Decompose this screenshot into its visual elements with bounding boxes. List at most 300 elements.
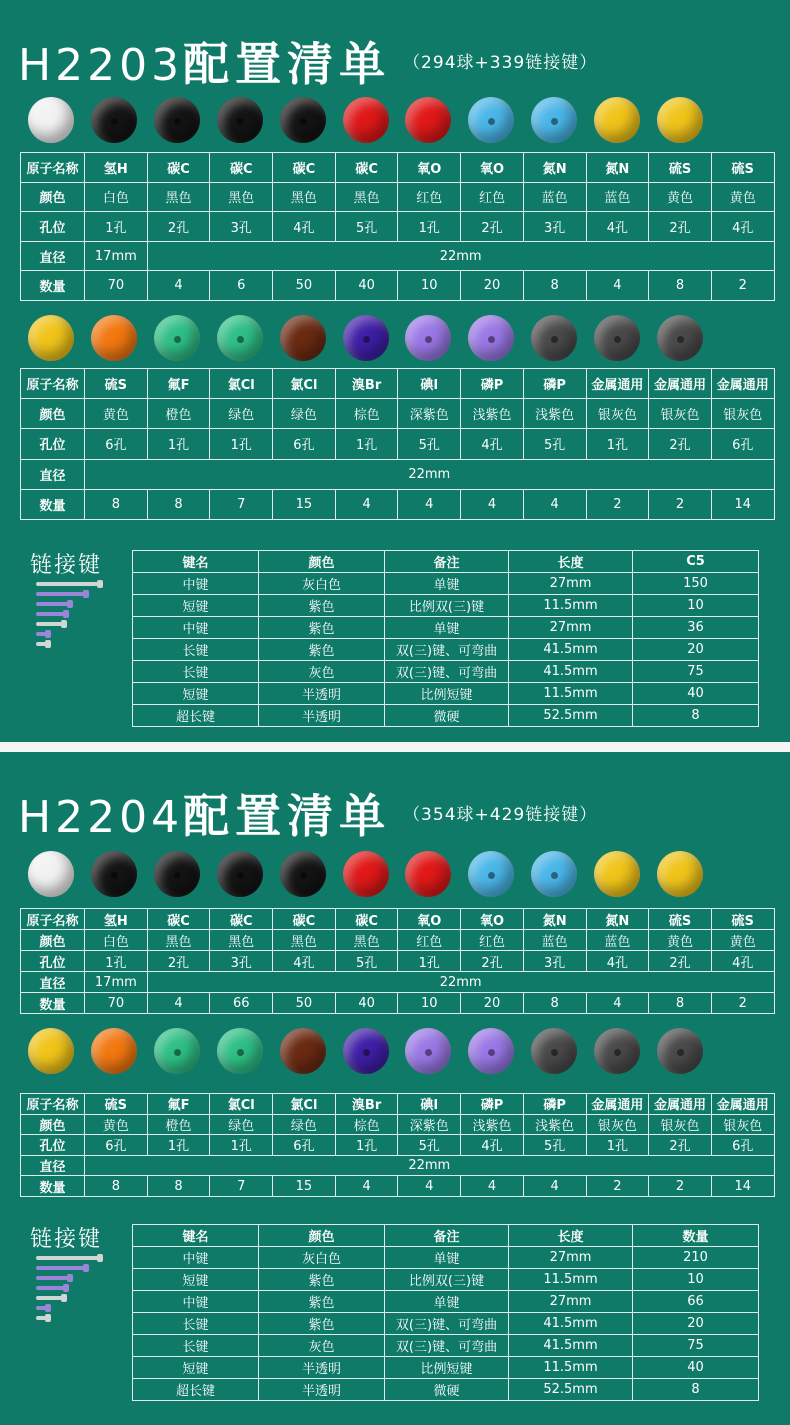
- table-row: [21, 1114, 775, 1135]
- table-row: [21, 459, 775, 489]
- table-cell: 红色: [398, 182, 461, 212]
- table-cell: 6孔: [85, 1135, 148, 1156]
- table-cell: 氢H: [85, 909, 148, 930]
- ball-cell: [585, 312, 648, 364]
- table-cell: 36: [633, 617, 759, 639]
- table-cell: 比例双(三)键: [385, 1269, 509, 1291]
- blue-atom-ball: [531, 97, 577, 143]
- link-stick-icon: [36, 602, 70, 606]
- table-cell: 2孔: [147, 951, 210, 972]
- table-cell: 8: [147, 489, 210, 519]
- light-purple-atom-ball: [468, 315, 514, 361]
- table-cell: 氯Cl: [210, 1094, 273, 1115]
- table-cell: 2孔: [649, 1135, 712, 1156]
- ball-cell: [585, 848, 648, 900]
- yellow-atom-ball: [657, 97, 703, 143]
- deep-purple-atom-ball: [343, 315, 389, 361]
- brown-atom-ball: [280, 1028, 326, 1074]
- ball-cell: [20, 848, 83, 900]
- table-cell: 11.5mm: [509, 1357, 633, 1379]
- table-cell: 1孔: [210, 1135, 273, 1156]
- table-row: [21, 1155, 775, 1176]
- table-cell: 长键: [133, 1335, 259, 1357]
- table-cell: 棕色: [335, 1114, 398, 1135]
- table-cell: 黑色: [335, 930, 398, 951]
- table-cell: 蓝色: [586, 930, 649, 951]
- table-cell: 10: [398, 993, 461, 1014]
- column-header: 长度: [509, 1225, 633, 1247]
- table-cell: 6孔: [273, 429, 336, 459]
- row-label: 颜色: [21, 930, 85, 951]
- table-row: [21, 1135, 775, 1156]
- atom-table-1: [20, 152, 775, 301]
- table-row: [21, 153, 775, 183]
- table-cell: 金属通用: [586, 369, 649, 399]
- ball-row-2: [20, 1025, 774, 1077]
- links-label: 链接键: [30, 553, 103, 578]
- table-cell: 黑色: [210, 182, 273, 212]
- table-row: [21, 429, 775, 459]
- link-stick-icon: [36, 592, 86, 596]
- ball-cell: [83, 848, 146, 900]
- black-atom-ball: [91, 851, 137, 897]
- row-label: 原子名称: [21, 909, 85, 930]
- table-cell: 27mm: [509, 617, 633, 639]
- table-cell: 2孔: [649, 212, 712, 242]
- table-cell: 1孔: [398, 951, 461, 972]
- row-label: 直径: [21, 459, 85, 489]
- ball-cell: [648, 312, 711, 364]
- ball-cell: [146, 848, 209, 900]
- table-row: [21, 489, 775, 519]
- table-cell: 磷P: [523, 369, 586, 399]
- table-cell: 1孔: [586, 1135, 649, 1156]
- link-stick-icon: [36, 1276, 70, 1280]
- ball-cell: [523, 848, 586, 900]
- table-cell: 10: [398, 271, 461, 301]
- column-header: 长度: [509, 551, 633, 573]
- table-cell: 4孔: [586, 951, 649, 972]
- diameter-cell: 22mm: [85, 459, 775, 489]
- table-row: [133, 1313, 759, 1335]
- column-header: 键名: [133, 1225, 259, 1247]
- table-cell: 氮N: [523, 153, 586, 183]
- table-cell: 1孔: [85, 212, 148, 242]
- ball-cell: [334, 1025, 397, 1077]
- table-cell: 2: [711, 271, 774, 301]
- table-cell: 41.5mm: [509, 661, 633, 683]
- ball-cell: [397, 1025, 460, 1077]
- table-row: [21, 993, 775, 1014]
- table-cell: 7: [210, 489, 273, 519]
- ball-cell: [271, 1025, 334, 1077]
- ball-cell: [523, 1025, 586, 1077]
- table-cell: 3孔: [523, 212, 586, 242]
- table-row: [21, 1094, 775, 1115]
- table-cell: 3孔: [210, 951, 273, 972]
- table-cell: 7: [210, 1176, 273, 1197]
- table-cell: 微硬: [385, 1379, 509, 1401]
- table-cell: 8: [633, 1379, 759, 1401]
- table-cell: 短键: [133, 1269, 259, 1291]
- ball-cell: [20, 94, 83, 146]
- table-cell: 绿色: [273, 399, 336, 429]
- table-cell: 1孔: [335, 429, 398, 459]
- table-cell: 碳C: [335, 153, 398, 183]
- table-cell: 40: [633, 683, 759, 705]
- table-cell: 红色: [461, 182, 524, 212]
- table-cell: 2孔: [649, 429, 712, 459]
- table-cell: 氯Cl: [273, 1094, 336, 1115]
- table-row: [21, 399, 775, 429]
- table-cell: 10: [633, 595, 759, 617]
- table-cell: 66: [210, 993, 273, 1014]
- table-cell: 绿色: [210, 399, 273, 429]
- table-row: [133, 617, 759, 639]
- ball-row-2: [20, 312, 774, 364]
- table-cell: 氟F: [147, 1094, 210, 1115]
- table-cell: 黄色: [711, 930, 774, 951]
- table-cell: 75: [633, 661, 759, 683]
- column-header: 颜色: [259, 1225, 385, 1247]
- table-cell: 银灰色: [649, 399, 712, 429]
- table-cell: 磷P: [523, 1094, 586, 1115]
- light-purple-atom-ball: [405, 315, 451, 361]
- link-stick-icon: [36, 1316, 48, 1320]
- table-cell: 中键: [133, 1247, 259, 1269]
- ball-cell: [648, 848, 711, 900]
- green-atom-ball: [154, 1028, 200, 1074]
- ball-cell: [208, 94, 271, 146]
- white-atom-ball: [28, 97, 74, 143]
- black-atom-ball: [280, 97, 326, 143]
- row-label: 直径: [21, 241, 85, 271]
- table-cell: 15: [273, 489, 336, 519]
- table-cell: 4: [147, 271, 210, 301]
- table-cell: 金属通用: [649, 1094, 712, 1115]
- ball-cell: [208, 312, 271, 364]
- links-label: 链接键: [30, 1227, 103, 1252]
- column-header: C5: [633, 551, 759, 573]
- table-cell: 紫色: [259, 639, 385, 661]
- table-cell: 氧O: [461, 909, 524, 930]
- table-cell: 单键: [385, 1291, 509, 1313]
- table-row: [21, 972, 775, 993]
- table-cell: 银灰色: [711, 399, 774, 429]
- table-cell: 蓝色: [523, 182, 586, 212]
- table-cell: 8: [649, 993, 712, 1014]
- light-purple-atom-ball: [468, 1028, 514, 1074]
- table-cell: 双(三)键、可弯曲: [385, 639, 509, 661]
- table-cell: 碘I: [398, 1094, 461, 1115]
- table-cell: 氮N: [523, 909, 586, 930]
- ball-cell: [585, 94, 648, 146]
- table-cell: 半透明: [259, 1357, 385, 1379]
- table-row: [21, 1176, 775, 1197]
- table-cell: 短键: [133, 683, 259, 705]
- table-cell: 黑色: [147, 930, 210, 951]
- table-cell: 氯Cl: [273, 369, 336, 399]
- table-cell: 碳C: [335, 909, 398, 930]
- table-cell: 1孔: [335, 1135, 398, 1156]
- row-label: 原子名称: [21, 153, 85, 183]
- ball-cell: [523, 94, 586, 146]
- model-code: H2204: [18, 792, 184, 843]
- table-cell: 3孔: [210, 212, 273, 242]
- table-cell: 磷P: [461, 1094, 524, 1115]
- table-cell: 双(三)键、可弯曲: [385, 1335, 509, 1357]
- ball-cell: [83, 94, 146, 146]
- table-cell: 8: [147, 1176, 210, 1197]
- yellow-atom-ball: [28, 315, 74, 361]
- table-cell: 4: [398, 1176, 461, 1197]
- table-cell: 金属通用: [711, 1094, 774, 1115]
- table-row: [133, 639, 759, 661]
- row-label: 数量: [21, 1176, 85, 1197]
- column-header: 键名: [133, 551, 259, 573]
- column-header: 颜色: [259, 551, 385, 573]
- table-cell: 白色: [85, 182, 148, 212]
- brown-atom-ball: [280, 315, 326, 361]
- table-cell: 210: [633, 1247, 759, 1269]
- table-cell: 橙色: [147, 399, 210, 429]
- table-cell: 6孔: [85, 429, 148, 459]
- table-cell: 4孔: [586, 212, 649, 242]
- ball-cell: [334, 848, 397, 900]
- table-row: [21, 212, 775, 242]
- table-cell: 1孔: [398, 212, 461, 242]
- table-cell: 1孔: [147, 429, 210, 459]
- table-cell: 20: [461, 271, 524, 301]
- table-row: [21, 930, 775, 951]
- ball-cell: [648, 1025, 711, 1077]
- table-cell: 66: [633, 1291, 759, 1313]
- table-cell: 比例短键: [385, 1357, 509, 1379]
- table-cell: 长键: [133, 1313, 259, 1335]
- table-cell: 氢H: [85, 153, 148, 183]
- blue-atom-ball: [468, 851, 514, 897]
- orange-atom-ball: [91, 315, 137, 361]
- table-cell: 11.5mm: [509, 683, 633, 705]
- table-cell: 50: [273, 271, 336, 301]
- table-cell: 碳C: [273, 153, 336, 183]
- table-cell: 银灰色: [586, 1114, 649, 1135]
- link-stick-icon: [36, 622, 64, 626]
- table-cell: 8: [649, 271, 712, 301]
- row-label: 原子名称: [21, 369, 85, 399]
- black-atom-ball: [217, 97, 263, 143]
- row-label: 数量: [21, 271, 85, 301]
- table-cell: 溴Br: [335, 369, 398, 399]
- green-atom-ball: [154, 315, 200, 361]
- table-cell: 银灰色: [649, 1114, 712, 1135]
- table-cell: 紫色: [259, 1313, 385, 1335]
- section-title: [18, 780, 597, 846]
- table-cell: 4孔: [461, 429, 524, 459]
- ball-cell: [271, 848, 334, 900]
- ball-cell: [585, 1025, 648, 1077]
- table-cell: 4孔: [711, 951, 774, 972]
- table-cell: 8: [523, 271, 586, 301]
- diameter-cell: 22mm: [147, 972, 774, 993]
- row-label: 孔位: [21, 212, 85, 242]
- ball-cell: [271, 312, 334, 364]
- table-cell: 8: [85, 489, 148, 519]
- table-cell: 15: [273, 1176, 336, 1197]
- table-cell: 黄色: [85, 399, 148, 429]
- config-section-h2204: [0, 752, 790, 1425]
- table-cell: 超长键: [133, 705, 259, 727]
- section-divider: [0, 742, 790, 752]
- table-row: [133, 683, 759, 705]
- atom-table-2: [20, 368, 775, 520]
- table-cell: 2孔: [147, 212, 210, 242]
- yellow-atom-ball: [594, 851, 640, 897]
- table-cell: 比例短键: [385, 683, 509, 705]
- title-subtitle: （294球+339链接键）: [403, 53, 598, 73]
- table-cell: 灰色: [259, 661, 385, 683]
- table-cell: 浅紫色: [523, 399, 586, 429]
- link-stick-icon: [36, 612, 66, 616]
- row-label: 孔位: [21, 951, 85, 972]
- table-cell: 氧O: [461, 153, 524, 183]
- black-atom-ball: [91, 97, 137, 143]
- table-cell: 半透明: [259, 1379, 385, 1401]
- table-cell: 黑色: [273, 182, 336, 212]
- atom-table-1: [20, 908, 775, 1014]
- table-cell: 4孔: [461, 1135, 524, 1156]
- table-cell: 4: [461, 1176, 524, 1197]
- ball-cell: [460, 1025, 523, 1077]
- table-cell: 5孔: [398, 1135, 461, 1156]
- column-header: 数量: [633, 1225, 759, 1247]
- row-label: 数量: [21, 993, 85, 1014]
- table-cell: 氯Cl: [210, 369, 273, 399]
- link-stick-icon: [36, 1296, 64, 1300]
- table-cell: 2孔: [649, 951, 712, 972]
- ball-cell: [146, 312, 209, 364]
- table-row: [133, 705, 759, 727]
- silver-atom-ball: [657, 315, 703, 361]
- table-cell: 8: [523, 993, 586, 1014]
- table-cell: 5孔: [335, 951, 398, 972]
- table-cell: 微硬: [385, 705, 509, 727]
- black-atom-ball: [280, 851, 326, 897]
- ball-row-1: [20, 94, 774, 146]
- table-cell: 27mm: [509, 1247, 633, 1269]
- table-cell: 14: [711, 1176, 774, 1197]
- table-cell: 金属通用: [586, 1094, 649, 1115]
- link-stick-icon: [36, 1286, 66, 1290]
- table-row: [133, 1269, 759, 1291]
- table-cell: 棕色: [335, 399, 398, 429]
- table-cell: 碳C: [210, 909, 273, 930]
- table-cell: 20: [633, 1313, 759, 1335]
- table-cell: 单键: [385, 617, 509, 639]
- table-cell: 双(三)键、可弯曲: [385, 1313, 509, 1335]
- ball-cell: [334, 312, 397, 364]
- table-cell: 5孔: [335, 212, 398, 242]
- table-cell: 深紫色: [398, 399, 461, 429]
- table-cell: 黑色: [147, 182, 210, 212]
- table-cell: 4: [523, 1176, 586, 1197]
- table-cell: 中键: [133, 573, 259, 595]
- ball-cell: [20, 312, 83, 364]
- yellow-atom-ball: [657, 851, 703, 897]
- table-cell: 2: [649, 489, 712, 519]
- diameter-cell: 22mm: [147, 241, 774, 271]
- table-row: [133, 1335, 759, 1357]
- silver-atom-ball: [594, 315, 640, 361]
- table-row: [133, 1291, 759, 1313]
- table-cell: 浅紫色: [461, 399, 524, 429]
- table-cell: 40: [633, 1357, 759, 1379]
- table-cell: 41.5mm: [509, 639, 633, 661]
- table-cell: 碳C: [147, 153, 210, 183]
- table-cell: 氟F: [147, 369, 210, 399]
- table-cell: 硫S: [85, 1094, 148, 1115]
- table-cell: 4孔: [273, 951, 336, 972]
- link-stick-icons: [36, 1256, 106, 1326]
- table-row: [21, 241, 775, 271]
- table-cell: 浅紫色: [523, 1114, 586, 1135]
- red-atom-ball: [343, 97, 389, 143]
- table-header-row: [133, 1225, 759, 1247]
- table-cell: 4: [335, 1176, 398, 1197]
- ball-cell: [208, 1025, 271, 1077]
- table-cell: 27mm: [509, 1291, 633, 1313]
- table-cell: 氧O: [398, 909, 461, 930]
- table-cell: 磷P: [461, 369, 524, 399]
- table-cell: 比例双(三)键: [385, 595, 509, 617]
- table-cell: 紫色: [259, 1269, 385, 1291]
- diameter-cell: 22mm: [85, 1155, 775, 1176]
- row-label: 孔位: [21, 429, 85, 459]
- table-cell: 长键: [133, 639, 259, 661]
- table-cell: 黄色: [649, 182, 712, 212]
- table-cell: 银灰色: [711, 1114, 774, 1135]
- table-cell: 2孔: [461, 212, 524, 242]
- table-cell: 11.5mm: [509, 1269, 633, 1291]
- table-cell: 单键: [385, 1247, 509, 1269]
- black-atom-ball: [154, 851, 200, 897]
- table-cell: 银灰色: [586, 399, 649, 429]
- table-cell: 50: [273, 993, 336, 1014]
- table-cell: 41.5mm: [509, 1335, 633, 1357]
- table-row: [133, 661, 759, 683]
- table-cell: 70: [85, 271, 148, 301]
- ball-cell: [460, 312, 523, 364]
- column-header: 备注: [385, 1225, 509, 1247]
- ball-cell: [208, 848, 271, 900]
- ball-cell: [146, 1025, 209, 1077]
- table-cell: 52.5mm: [509, 705, 633, 727]
- silver-atom-ball: [531, 315, 577, 361]
- table-cell: 红色: [398, 930, 461, 951]
- table-cell: 碳C: [147, 909, 210, 930]
- table-cell: 橙色: [147, 1114, 210, 1135]
- table-cell: 中键: [133, 1291, 259, 1313]
- table-cell: 碘I: [398, 369, 461, 399]
- table-cell: 6孔: [273, 1135, 336, 1156]
- table-cell: 黑色: [210, 930, 273, 951]
- table-cell: 6孔: [711, 1135, 774, 1156]
- row-label: 颜色: [21, 1114, 85, 1135]
- table-cell: 黄色: [649, 930, 712, 951]
- table-cell: 11.5mm: [509, 595, 633, 617]
- yellow-atom-ball: [28, 1028, 74, 1074]
- table-cell: 溴Br: [335, 1094, 398, 1115]
